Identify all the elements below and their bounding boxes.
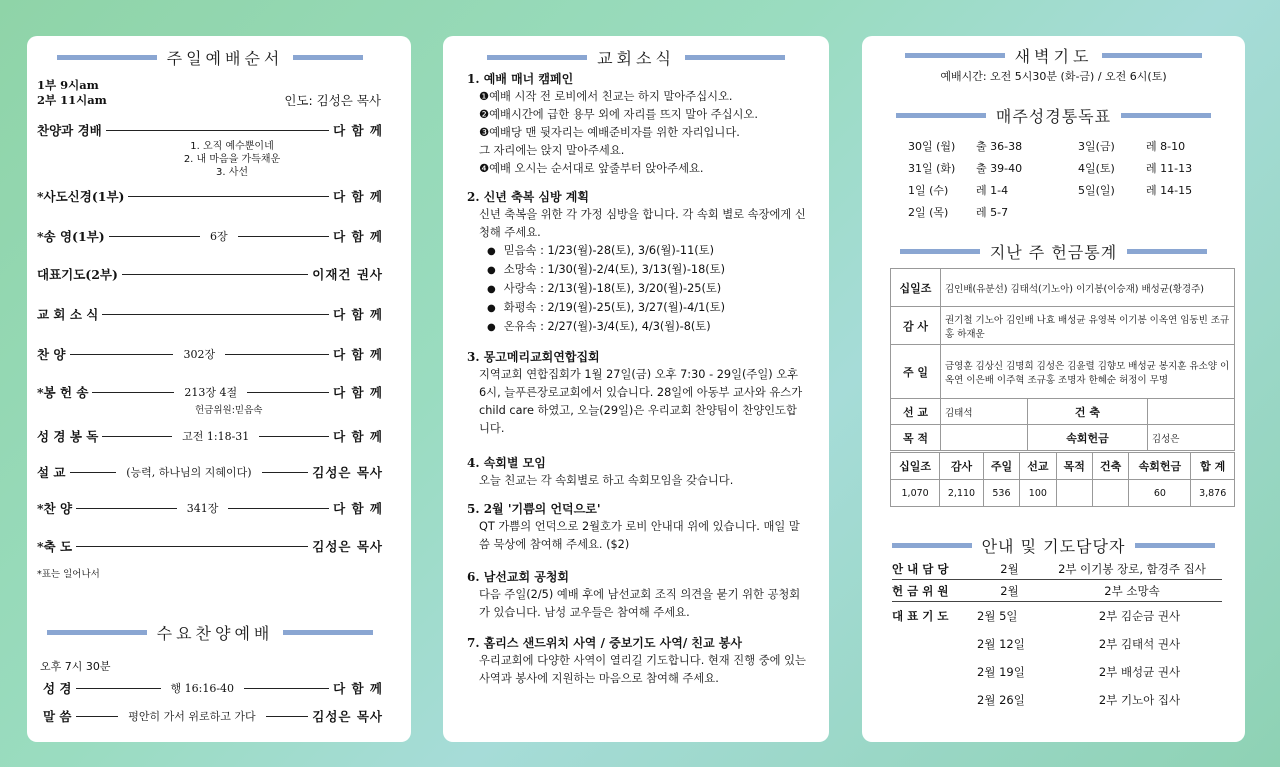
prayer-date: 2월 26일 [977, 693, 1025, 707]
order-label: *봉 헌 송 [37, 385, 89, 400]
panel-info [862, 36, 1245, 742]
bible-cell [1146, 202, 1226, 222]
offering-row [891, 345, 1235, 399]
order-label: *축 도 [37, 539, 73, 554]
bible-row [908, 136, 1226, 156]
order-line [92, 392, 174, 393]
duty-row [892, 580, 1222, 602]
news-item [467, 70, 807, 178]
order-line [128, 196, 329, 197]
bible-cell: 출 39-40 [976, 162, 1023, 175]
order-row [37, 304, 383, 324]
bible-cell: 3일(금) [1078, 140, 1115, 153]
news-line: ❷예배시간에 급한 용무 외에 자리를 뜨지 말아 주십시오. [479, 108, 758, 121]
duty-month: 2월 [1000, 561, 1019, 576]
order-person: 다 함 께 [333, 501, 384, 516]
order-row [37, 344, 383, 364]
order-label: 교 회 소 식 [37, 307, 99, 322]
summary-value: 100 [1020, 480, 1056, 507]
cell-label: 속회헌금 [1028, 425, 1148, 451]
bible-cell: 4일(토) [1078, 162, 1115, 175]
leader: 인도: 김성은 목사 [284, 93, 381, 108]
bible-cell: 레 8-10 [1146, 140, 1186, 153]
offering-kind: 주 일 [891, 345, 941, 399]
order-line [262, 472, 309, 473]
order-person: 다 함 께 [333, 347, 384, 362]
order-line [238, 236, 329, 237]
summary-value [1056, 480, 1092, 507]
order-row [37, 498, 383, 518]
order-person: 다 함 께 [333, 385, 383, 400]
wed-line [266, 716, 309, 717]
news-heading: 4. 속회별 모임 [467, 456, 546, 470]
bible-cell: 31일 (화) [908, 162, 956, 175]
mission-value: 김태석 [941, 399, 1028, 425]
bible-cell: 레 14-15 [1146, 184, 1193, 197]
order-person: 김성은 목사 [312, 539, 383, 554]
prayer-row [892, 658, 1222, 686]
wed-person: 다 함 께 [333, 681, 383, 696]
news-item [467, 348, 807, 438]
order-label: *사도신경(1부) [37, 189, 125, 204]
news-line: ❸예배당 맨 뒷자리는 예배준비자를 위한 자리입니다. [479, 126, 740, 139]
news-line: 오늘 친교는 각 속회별로 하고 속회모임을 갖습니다. [479, 474, 734, 487]
wed-line [244, 688, 329, 689]
order-person: 다 함 께 [333, 123, 383, 138]
news-line: ❹예배 오시는 순서대로 앞줄부터 앉아주세요. [479, 162, 704, 175]
summary-value: 1,070 [891, 480, 940, 507]
order-label: *송 영(1부) [37, 229, 105, 244]
bible-cell: 1일 (수) [908, 184, 949, 197]
panel-sunday-order [27, 36, 411, 742]
order-line [259, 436, 329, 437]
prayer-row [892, 686, 1222, 714]
summary-header: 감사 [940, 453, 984, 480]
offering-kind: 감 사 [891, 307, 941, 345]
mission-label: 선 교 [891, 399, 941, 425]
praise-songs: 1. 오직 예수뿐이네 2. 내 마음을 가득채운 3. 사선 [183, 141, 281, 178]
news-heading: 7. 홈리스 샌드위치 사역 / 중보기도 사역/ 친교 봉사 [467, 636, 742, 650]
order-label: 성 경 봉 독 [37, 429, 99, 444]
bible-cell: 레 11-13 [1146, 162, 1193, 175]
order-line [70, 354, 174, 355]
news-item [467, 500, 807, 554]
prayer-role: 대 표 기 도 [892, 609, 949, 623]
offering-table [890, 268, 1235, 451]
order-person: 이재건 권사 [312, 267, 383, 282]
bible-row [908, 202, 1226, 222]
news-line: 신년 축복을 위한 각 가정 심방을 합니다. 각 속회 별로 속장에게 신청해 주세요. [479, 208, 806, 239]
visit-item: ● 소망속 : 1/30(월)-2/4(토), 3/13(월)-18(토) [487, 261, 807, 280]
offering-summary [890, 452, 1235, 507]
order-row [37, 382, 383, 402]
order-line [76, 508, 177, 509]
news-item [467, 634, 807, 688]
offering-row [891, 269, 1235, 307]
order-line [228, 508, 329, 509]
bible-table [906, 134, 1228, 224]
news-line: 지역교회 연합집회가 1월 27일(금) 오후 7:30 - 29일(주일) 오후 6시, 늘푸른장로교회에서 있습니다. 28일에 아동부 교사와 유스가 child care 하였고, 오늘(29일)은 우리교회 찬양팀이 찬양인도합니다. [479, 368, 803, 435]
bible-row [908, 180, 1226, 200]
summary-header: 선교 [1020, 453, 1056, 480]
duty-month: 2월 [1000, 583, 1019, 598]
summary-value: 60 [1129, 480, 1191, 507]
bible-cell [1078, 202, 1144, 222]
order-person: 다 함 께 [333, 229, 384, 244]
stand-note: *표는 일어나서 [37, 569, 100, 580]
order-label: 찬양과 경배 [37, 123, 102, 138]
bible-cell: 2일 (목) [908, 206, 949, 219]
news-item [467, 568, 807, 622]
summary-value [1092, 480, 1128, 507]
order-detail: 213장 4절 [184, 386, 238, 399]
order-label: 대표기도(2부) [37, 267, 118, 282]
visit-item: ● 사랑속 : 2/13(월)-18(토), 3/20(월)-25(토) [487, 280, 807, 299]
offering-names: 김인배(유분선) 김태석(기노아) 이기봉(이승재) 배성균(황경주) [941, 269, 1235, 307]
order-detail: 341장 [186, 502, 219, 515]
dawn-time: 예배시간: 오전 5시30분 (화-금) / 오전 6시(토) [940, 70, 1167, 83]
summary-header: 속회헌금 [1129, 453, 1191, 480]
order-person: 다 함 께 [333, 189, 383, 204]
summary-header: 건축 [1092, 453, 1128, 480]
prayer-who: 2부 배성균 권사 [1098, 665, 1181, 679]
duty-list [892, 558, 1222, 714]
wednesday-title: 수요찬양예배 [37, 621, 383, 644]
news-heading: 6. 남선교회 공청회 [467, 570, 570, 584]
summary-value: 2,110 [940, 480, 984, 507]
news-title: 교회소식 [458, 46, 814, 69]
order-row [37, 186, 383, 206]
prayer-row [892, 630, 1222, 658]
visit-item: ● 믿음속 : 1/23(월)-28(토), 3/6(월)-11(토) [487, 242, 807, 261]
bible-cell: 출 36-38 [976, 140, 1023, 153]
wed-line [76, 716, 119, 717]
order-person: 김성은 목사 [312, 465, 383, 480]
summary-header: 십일조 [891, 453, 940, 480]
summary-header: 합 계 [1191, 453, 1235, 480]
order-line [76, 546, 308, 547]
order-line [70, 472, 117, 473]
news-line: 다음 주일(2/5) 예배 후에 남선교회 조직 의견을 묻기 위한 공청회가 있습니다. 남성 교우들은 참여해 주세요. [479, 588, 801, 619]
order-line [247, 392, 329, 393]
wed-label: 성 경 [43, 681, 72, 696]
order-label: 설 교 [37, 465, 66, 480]
wed-person: 김성은 목사 [312, 709, 383, 724]
news-item [467, 454, 807, 490]
visit-item: ● 화평속 : 2/19(월)-25(토), 3/27(월)-4/1(토) [487, 299, 807, 318]
build-value [1147, 399, 1234, 425]
bible-cell: 5일(일) [1078, 184, 1115, 197]
news-heading: 2. 신년 축복 심방 계획 [467, 190, 589, 204]
dawn-title: 새벽기도 [887, 44, 1220, 67]
order-row [37, 426, 383, 446]
prayer-date: 2월 5일 [977, 609, 1018, 623]
duty-role: 안 내 담 당 [892, 561, 949, 576]
order-line [122, 274, 308, 275]
panel-church-news [443, 36, 829, 742]
purpose-value [941, 425, 1028, 451]
prayer-who: 2부 김순금 권사 [1098, 609, 1181, 623]
order-line [225, 354, 329, 355]
news-line: 그 자리에는 앉지 말아주세요. [479, 144, 625, 157]
order-detail: 302장 [183, 348, 216, 361]
news-heading: 5. 2월 '기쁨의 언덕으로' [467, 502, 601, 516]
order-row [37, 462, 383, 482]
news-item [467, 188, 807, 337]
news-line: ❶예배 시작 전 로비에서 친교는 하지 말아주십시오. [479, 90, 733, 103]
news-line: 우리교회에 다양한 사역이 열리길 기도합니다. 현재 진행 중에 있는 사역과 봉사에 지원하는 마음으로 참여해 주세요. [479, 654, 806, 685]
duty-title: 안내 및 기도담당자 [887, 534, 1220, 557]
news-heading: 3. 몽고메리교회연합집회 [467, 350, 600, 364]
order-line [109, 236, 200, 237]
order-line [106, 130, 329, 131]
order-person: 다 함 께 [333, 307, 383, 322]
offering-title: 지난 주 헌금통계 [887, 240, 1220, 263]
bible-cell: 레 1-4 [976, 184, 1009, 197]
cell-value: 김성은 [1147, 425, 1234, 451]
duty-who: 2부 소망속 [1104, 583, 1160, 598]
summary-header: 주일 [983, 453, 1019, 480]
wed-row [43, 706, 383, 726]
offering-note: 헌금위원:믿음속 [195, 405, 263, 416]
summary-header: 목적 [1056, 453, 1092, 480]
offering-row [891, 307, 1235, 345]
duty-role: 헌 금 위 원 [892, 583, 949, 598]
wed-detail: 평안히 가서 위로하고 가다 [128, 710, 256, 723]
duty-who: 2부 이기봉 장로, 함경주 집사 [1058, 561, 1206, 576]
order-row [37, 226, 383, 246]
order-detail: 6장 [210, 230, 228, 243]
order-detail: 고전 1:18-31 [182, 430, 250, 443]
build-label: 건 축 [1028, 399, 1148, 425]
wed-detail: 행 16:16-40 [170, 682, 235, 695]
order-line [102, 314, 329, 315]
prayer-date: 2월 12일 [977, 637, 1025, 651]
order-label: *찬 양 [37, 501, 73, 516]
bible-cell: 30일 (월) [908, 140, 956, 153]
summary-value: 3,876 [1191, 480, 1235, 507]
order-label: 찬 양 [37, 347, 66, 362]
prayer-who: 2부 기노아 집사 [1098, 693, 1181, 707]
news-heading: 1. 예배 매너 캠페인 [467, 72, 574, 86]
news-line: QT 가쁨의 언덕으로 2월호가 로비 안내대 위에 있습니다. 매일 말씀 묵상에 참여해 주세요. ($2) [479, 520, 800, 551]
bible-cell: 레 5-7 [976, 206, 1009, 219]
sunday-order-title: 주일예배순서 [37, 46, 383, 69]
order-row [37, 120, 383, 140]
wed-label: 말 씀 [43, 709, 72, 724]
order-row [37, 264, 383, 284]
wednesday-time: 오후 7시 30분 [40, 660, 111, 673]
wed-line [76, 688, 161, 689]
bible-row [908, 158, 1226, 178]
purpose-label: 목 적 [891, 425, 941, 451]
order-person: 다 함 께 [333, 429, 383, 444]
offering-names: 권기철 기노아 김인배 나효 배성균 유영복 이기봉 이옥연 임동빈 조규홍 하재운 [941, 307, 1235, 345]
visit-item: ● 온유속 : 2/27(월)-3/4(토), 4/3(월)-8(토) [487, 318, 807, 337]
order-detail: (능력, 하나님의 지혜이다) [126, 466, 252, 479]
bible-title: 매주성경통독표 [887, 104, 1220, 127]
offering-kind: 십일조 [891, 269, 941, 307]
offering-names: 금영훈 김상신 김명희 김성은 김윤렬 김향모 배성균 봉지훈 유소양 이옥연 이은배 이주혁 조규홍 조명자 한혜순 허정이 무명 [941, 345, 1235, 399]
duty-row [892, 558, 1222, 580]
order-line [102, 436, 172, 437]
order-row [37, 536, 383, 556]
prayer-row [892, 602, 1222, 630]
prayer-who: 2부 김태석 권사 [1098, 637, 1181, 651]
prayer-date: 2월 19일 [977, 665, 1025, 679]
service-times: 1부 9시am 2부 11시am [37, 78, 107, 107]
visit-schedule [467, 242, 807, 337]
wed-row [43, 678, 383, 698]
summary-value: 536 [983, 480, 1019, 507]
